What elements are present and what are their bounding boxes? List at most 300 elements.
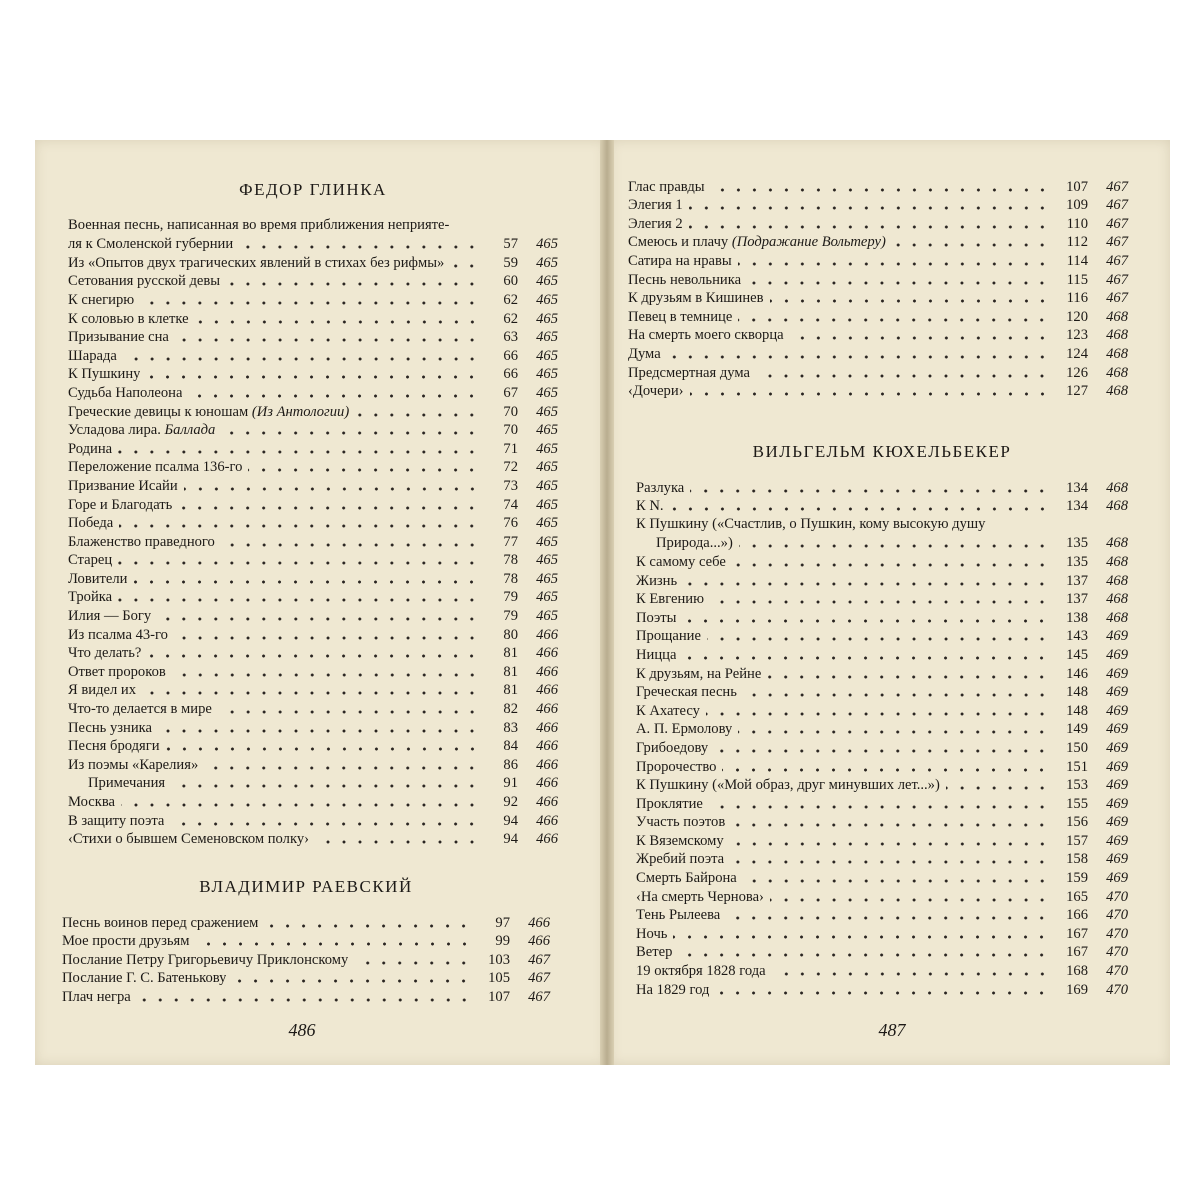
entry-title	[68, 533, 215, 551]
dot-leader	[946, 786, 1050, 790]
toc-entry	[68, 588, 558, 607]
dot-leader	[690, 489, 1050, 493]
entry-notes-page: 467	[528, 951, 550, 968]
entry-page-number: 107	[488, 988, 510, 1005]
dot-leader	[790, 336, 1050, 340]
entry-title	[636, 590, 704, 608]
dot-leader	[450, 264, 480, 268]
toc-entry	[68, 309, 558, 328]
dot-leader	[709, 805, 1050, 809]
entry-notes-page: 467	[1106, 234, 1128, 251]
entry-title-text: Из псалма 43-го	[68, 626, 168, 643]
entry-notes-page: 468	[1106, 553, 1128, 570]
dot-leader	[710, 600, 1050, 604]
entry-notes-page: 465	[536, 440, 558, 457]
section-wilhelm-kuchelbecker	[636, 440, 1128, 999]
entry-title	[68, 365, 140, 383]
entry-title-text: Илия — Богу	[68, 608, 152, 625]
entry-title	[68, 421, 215, 439]
dot-leader	[170, 822, 480, 826]
entry-notes-page: 466	[536, 645, 558, 662]
toc-entry	[68, 495, 558, 514]
dot-leader	[770, 299, 1050, 303]
dot-leader	[204, 766, 480, 770]
dot-leader	[118, 598, 480, 602]
entry-title-text: Смеюсь и плачу	[628, 234, 729, 251]
entry-notes-page: 468	[1106, 591, 1128, 608]
section-raevsky-continued	[628, 177, 1128, 400]
entry-title	[628, 196, 683, 214]
dot-leader	[171, 784, 480, 788]
entry-page-number: 134	[1066, 498, 1088, 515]
entry-notes-page: 469	[1106, 832, 1128, 849]
entry-page-number: 59	[503, 254, 518, 271]
toc-entry	[636, 794, 1128, 813]
entry-notes-page: 465	[536, 422, 558, 439]
entry-title-text: Ловители	[68, 570, 128, 587]
toc-entry	[68, 476, 558, 495]
entry-notes-page: 469	[1106, 665, 1128, 682]
entry-page-number: 169	[1066, 981, 1088, 998]
toc-entry	[636, 980, 1128, 999]
entry-title-text: Жребий поэта	[636, 851, 725, 868]
entry-title	[68, 700, 212, 718]
entry-title	[62, 951, 348, 969]
toc-entry	[68, 346, 558, 365]
entry-notes-page: 465	[536, 310, 558, 327]
dot-leader	[118, 561, 480, 565]
dot-leader	[354, 961, 472, 965]
entry-page-number: 67	[503, 384, 518, 401]
entry-page-number: 135	[1066, 535, 1088, 552]
entry-title	[636, 776, 940, 794]
toc-entry	[636, 608, 1128, 627]
dot-leader	[142, 691, 480, 695]
entry-title	[68, 328, 169, 346]
entry-page-number: 151	[1066, 758, 1088, 775]
entry-title	[68, 570, 127, 588]
entry-page-number: 76	[503, 515, 518, 532]
dot-leader	[690, 392, 1050, 396]
toc-entry	[628, 363, 1128, 382]
entry-notes-page: 470	[1106, 888, 1128, 905]
entry-title	[68, 793, 115, 811]
section-fedor-glinka	[68, 178, 558, 848]
toc-entry	[636, 720, 1128, 739]
dot-leader	[226, 282, 480, 286]
toc-entry	[68, 383, 558, 402]
entry-title-text: Грибоедову	[636, 739, 709, 756]
entry-title-text: К друзьям, на Рейне	[636, 665, 762, 682]
dot-leader	[188, 394, 480, 398]
entry-notes-page: 470	[1106, 981, 1128, 998]
toc-entry	[68, 718, 558, 737]
toc-entry	[68, 290, 558, 309]
entry-title-text: Ветер	[636, 944, 673, 961]
entry-title-first-line: К Пушкину («Счастлив, о Пушкин, кому высокую душу	[636, 516, 986, 533]
toc-entry	[68, 439, 558, 458]
entry-title-text: Песнь воинов перед сражением	[62, 914, 259, 931]
entry-notes-page: 466	[536, 831, 558, 848]
page-number-right: 487	[878, 1020, 906, 1040]
entry-title-text: Проклятие	[636, 795, 703, 812]
entry-title-text: Переложение псалма 136-го	[68, 459, 243, 476]
toc-entry	[68, 792, 558, 811]
dot-leader	[678, 953, 1050, 957]
entry-title-text: А. П. Ермолову	[636, 721, 733, 738]
toc-entry	[636, 887, 1128, 906]
entry-title	[68, 607, 151, 625]
entry-page-number: 159	[1066, 870, 1088, 887]
entry-notes-page: 466	[536, 719, 558, 736]
dot-leader	[731, 823, 1050, 827]
entry-page-number: 126	[1066, 364, 1088, 381]
entry-title-text: Родина	[68, 440, 113, 457]
entry-page-number: 116	[1066, 290, 1088, 307]
entry-title-text: Из «Опытов двух трагических явлений в стихах без рифмы»	[68, 254, 445, 271]
entry-notes-page: 468	[1106, 345, 1128, 362]
entry-title-text: Участь поэтов	[636, 814, 726, 831]
entry-notes-page: 469	[1106, 702, 1128, 719]
entry-notes-page: 470	[1106, 907, 1128, 924]
entry-title	[636, 943, 672, 961]
entry-page-number: 83	[503, 719, 518, 736]
dot-leader	[121, 803, 480, 807]
section-heading: ВЛАДИМИР РАЕВСКИЙ	[199, 877, 413, 896]
entry-page-number: 167	[1066, 925, 1088, 942]
entry-title-italic: (Подражание Вольтеру)	[731, 234, 886, 251]
toc-entry	[68, 458, 558, 477]
entry-notes-page: 470	[1106, 925, 1128, 942]
entry-page-number: 81	[503, 663, 518, 680]
entry-notes-page: 468	[1106, 479, 1128, 496]
dot-leader	[682, 656, 1050, 660]
dot-leader	[689, 206, 1050, 210]
entry-notes-page: 465	[536, 477, 558, 494]
toc-entry	[68, 365, 558, 384]
entry-title	[636, 646, 676, 664]
entry-page-number: 165	[1066, 888, 1088, 905]
toc-entry	[68, 644, 558, 663]
entry-title-text: Шарада	[68, 347, 117, 364]
entry-title	[636, 925, 667, 943]
entry-title	[68, 254, 444, 272]
toc-entry	[628, 196, 1128, 215]
dot-leader	[232, 979, 472, 983]
entry-title-text: К самому себе	[636, 553, 726, 570]
toc-entry	[636, 943, 1128, 962]
dot-leader	[747, 281, 1050, 285]
entry-notes-page: 465	[536, 384, 558, 401]
entry-title	[68, 663, 166, 681]
entry-notes-page: 469	[1106, 646, 1128, 663]
entry-title	[628, 271, 741, 289]
entry-title-text: На 1829 год	[636, 981, 710, 998]
entry-notes-page: 466	[536, 663, 558, 680]
dot-leader	[119, 524, 480, 528]
entry-notes-page: 469	[1106, 870, 1128, 887]
entry-title-text: Прощание	[636, 628, 701, 645]
entry-title-text: Разлука	[636, 479, 685, 496]
entry-title-text: Смерть Байрона	[636, 870, 737, 887]
entry-title-text: К снегирю	[68, 291, 135, 308]
dot-leader	[689, 225, 1050, 229]
entry-page-number: 143	[1066, 628, 1088, 645]
page-number-left: 486	[288, 1020, 316, 1040]
entry-page-number: 97	[495, 914, 510, 931]
entry-page-number: 135	[1066, 553, 1088, 570]
entry-title	[636, 795, 703, 813]
entry-title-text: К Евгению	[636, 591, 704, 608]
entry-notes-page: 465	[536, 533, 558, 550]
entry-notes-page: 466	[536, 738, 558, 755]
entry-title-text: Элегия 1	[628, 197, 683, 214]
dot-leader	[221, 431, 480, 435]
entry-notes-page: 469	[1106, 795, 1128, 812]
entry-page-number: 114	[1066, 252, 1088, 269]
dot-leader	[178, 506, 480, 510]
entry-notes-page: 469	[1106, 721, 1128, 738]
entry-title-text: Поэты	[636, 609, 677, 626]
entry-page-number: 73	[503, 477, 518, 494]
dot-leader	[770, 898, 1050, 902]
entry-notes-page: 467	[1106, 215, 1128, 232]
entry-page-number: 155	[1066, 795, 1088, 812]
entry-title	[68, 403, 349, 421]
entry-page-number: 115	[1066, 271, 1088, 288]
toc-entry	[636, 868, 1128, 887]
entry-title-text: Пророчество	[636, 758, 717, 775]
entry-notes-page: 468	[1106, 308, 1128, 325]
toc-entry	[68, 272, 558, 291]
entry-page-number: 105	[488, 970, 510, 987]
toc-entry	[636, 683, 1128, 702]
entry-title-text: К Вяземскому	[636, 832, 724, 849]
entry-notes-page: 465	[536, 329, 558, 346]
entry-page-number: 78	[503, 552, 518, 569]
entry-title	[68, 737, 160, 755]
entry-notes-page: 466	[536, 701, 558, 718]
entry-title	[68, 347, 117, 365]
entry-title	[636, 981, 709, 999]
entry-notes-page: 469	[1106, 628, 1128, 645]
entry-notes-page: 466	[528, 933, 550, 950]
dot-leader	[683, 582, 1050, 586]
toc-entry	[636, 497, 1128, 516]
dot-leader	[730, 842, 1050, 846]
dot-leader	[756, 374, 1050, 378]
entry-title	[68, 440, 112, 458]
entry-title-italic: (Из Антологии)	[251, 403, 350, 420]
dot-leader	[732, 563, 1050, 567]
dot-leader	[315, 840, 480, 844]
entry-notes-page: 466	[536, 775, 558, 792]
entry-page-number: 82	[503, 701, 518, 718]
entry-page-number: 123	[1066, 327, 1088, 344]
entry-title-text: Усладова лира.	[68, 422, 161, 439]
entry-page-number: 84	[503, 738, 518, 755]
toc-entry	[628, 326, 1128, 345]
entry-title-text: Песнь узника	[68, 719, 152, 736]
toc-entry	[68, 737, 558, 756]
entry-title	[68, 477, 178, 495]
entry-title-text: На смерть моего скворца	[628, 327, 784, 344]
entry-title	[68, 719, 152, 737]
entry-title-text: Тень Рылеева	[636, 907, 721, 924]
entry-notes-page: 465	[536, 254, 558, 271]
entry-title-text: Греческая песнь	[636, 684, 737, 701]
entry-title-text: Дума	[628, 345, 661, 362]
dot-leader	[137, 998, 472, 1002]
entry-title	[62, 988, 131, 1006]
entry-notes-page: 467	[1106, 271, 1128, 288]
dot-leader	[221, 543, 480, 547]
entry-page-number: 57	[503, 236, 518, 253]
toc-entry	[636, 645, 1128, 664]
dot-leader	[738, 262, 1050, 266]
entry-title	[628, 252, 732, 270]
entry-page-number: 71	[503, 440, 518, 457]
entry-notes-page: 467	[528, 970, 550, 987]
entry-page-number: 94	[503, 812, 518, 829]
entry-page-number: 94	[503, 831, 518, 848]
entry-title	[628, 215, 683, 233]
entry-title-text: Природа...»)	[656, 534, 733, 551]
toc-entry	[636, 813, 1128, 832]
entry-page-number: 134	[1066, 479, 1088, 496]
entry-page-number: 127	[1066, 383, 1088, 400]
toc-entry	[68, 551, 558, 570]
toc-entry	[628, 382, 1128, 401]
entry-page-number: 137	[1066, 591, 1088, 608]
entry-notes-page: 465	[536, 347, 558, 364]
toc-entry	[68, 569, 558, 588]
entry-notes-page: 466	[536, 682, 558, 699]
entry-notes-page: 468	[1106, 327, 1128, 344]
entry-title	[628, 364, 750, 382]
toc-entry	[68, 811, 558, 830]
dot-leader	[682, 619, 1050, 623]
entry-page-number: 167	[1066, 944, 1088, 961]
entry-page-number: 99	[495, 933, 510, 950]
entry-notes-page: 465	[536, 496, 558, 513]
entry-title-text: Призывание сна	[68, 329, 169, 346]
entry-title-text: Певец в темнице	[628, 308, 733, 325]
entry-title-text: Песнь невольника	[628, 271, 742, 288]
toc-entry	[68, 699, 558, 718]
entry-page-number: 158	[1066, 851, 1088, 868]
entry-title	[636, 850, 724, 868]
entry-title-text: Что-то делается в мире	[68, 701, 212, 718]
dot-leader	[123, 357, 480, 361]
toc-entry	[636, 627, 1128, 646]
entry-notes-page: 468	[1106, 383, 1128, 400]
entry-notes-page: 469	[1106, 739, 1128, 756]
entry-title	[62, 932, 190, 950]
entry-notes-page: 470	[1106, 963, 1128, 980]
entry-title-text: Сетования русской девы	[68, 273, 221, 290]
entry-notes-page: 465	[536, 273, 558, 290]
entry-title	[628, 326, 784, 344]
entry-title-text: Старец	[68, 552, 113, 569]
entry-notes-page: 468	[1106, 572, 1128, 589]
entry-title-text: Победа	[68, 515, 114, 532]
dot-leader	[711, 188, 1050, 192]
entry-notes-page: 467	[528, 988, 550, 1005]
entry-page-number: 148	[1066, 702, 1088, 719]
dot-leader	[726, 916, 1050, 920]
entry-title-text: ‹На смерть Чернова›	[636, 888, 764, 905]
entry-continuation	[68, 235, 558, 254]
dot-leader	[706, 712, 1050, 716]
dot-leader	[730, 860, 1050, 864]
entry-notes-page: 466	[536, 756, 558, 773]
entry-title	[628, 233, 886, 251]
entry-notes-page: 465	[536, 291, 558, 308]
toc-entry	[636, 850, 1128, 869]
entry-title-text: ‹Стихи о бывшем Семеновском полку›	[68, 831, 309, 848]
toc-entry	[636, 738, 1128, 757]
entry-notes-page: 467	[1106, 197, 1128, 214]
entry-page-number: 137	[1066, 572, 1088, 589]
entry-notes-page: 468	[1106, 364, 1128, 381]
entry-page-number: 70	[503, 403, 518, 420]
toc-entry	[68, 755, 558, 774]
toc-entry	[62, 987, 550, 1006]
entry-title-text: Послание Петру Григорьевичу Приклонскому	[62, 951, 349, 968]
entry-page-number: 77	[503, 533, 518, 550]
entry-title-text: К Пушкину	[68, 366, 141, 383]
entry-title	[636, 869, 737, 887]
entry-title-text: Москва	[68, 794, 116, 810]
toc-entry	[62, 950, 550, 969]
toc-entry	[68, 216, 558, 253]
entry-page-number: 62	[503, 310, 518, 327]
entry-title	[68, 272, 220, 290]
entry-title-text: Песня бродяги	[68, 738, 160, 755]
entry-title	[68, 756, 198, 774]
entry-title	[636, 739, 708, 757]
toc-entry	[628, 270, 1128, 289]
dot-leader	[743, 879, 1050, 883]
entry-title-text: Что делать?	[68, 645, 142, 662]
entry-notes-page: 468	[1106, 535, 1128, 552]
entry-title	[68, 384, 182, 402]
entry-page-number: 92	[503, 794, 518, 810]
entry-page-number: 81	[503, 645, 518, 662]
entry-title	[68, 626, 168, 644]
entry-title-text: Призвание Исайи	[68, 477, 178, 494]
toc-entry	[636, 924, 1128, 943]
toc-entry	[68, 681, 558, 700]
entry-page-number: 78	[503, 570, 518, 587]
dot-leader	[146, 375, 480, 379]
entry-notes-page: 466	[536, 626, 558, 643]
entry-title-text: Из поэмы «Карелия»	[68, 756, 199, 773]
toc-entry	[636, 831, 1128, 850]
entry-title-text: Примечания	[88, 775, 166, 792]
entry-title-text: Жизнь	[636, 572, 678, 589]
entry-title-text: К друзьям в Кишинев	[628, 290, 764, 307]
dot-leader	[743, 693, 1050, 697]
entry-title	[636, 572, 677, 590]
dot-leader	[248, 468, 480, 472]
entry-title	[636, 609, 676, 627]
entry-title	[636, 813, 725, 831]
entry-title-text: Плач негра	[62, 988, 131, 1005]
entry-title	[68, 588, 112, 606]
entry-notes-page: 465	[536, 552, 558, 569]
